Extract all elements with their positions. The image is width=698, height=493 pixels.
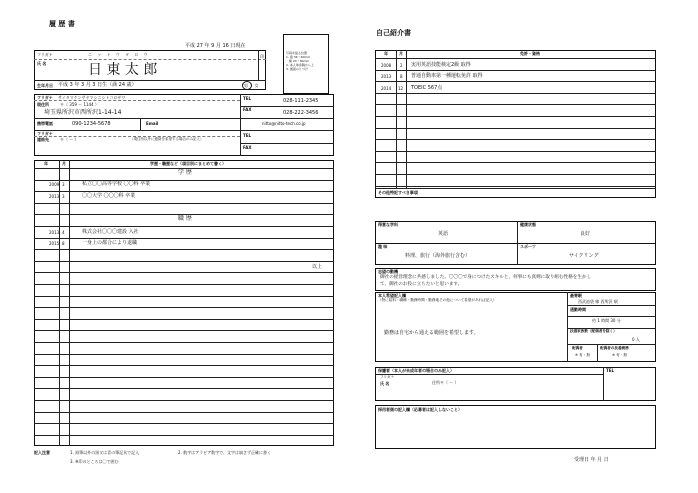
contact-furigana-label: フリガナ (37, 131, 53, 136)
history-row-line (34, 354, 334, 355)
other-label: その他特記すべき事項 (378, 190, 418, 195)
license-row-line (375, 58, 656, 59)
lic-month-1: 8 (400, 74, 403, 79)
motive-line-1: 御社の経営理念に共感しました。〇〇〇で身につけたスキルと、何事にも真剣に取り組む性格を生かし (380, 275, 592, 280)
history-row-line (34, 272, 334, 273)
license-month-header: 月 (399, 51, 403, 56)
seal-mark: 印 (260, 54, 264, 59)
license-row-line (375, 93, 656, 94)
license-row-line (375, 104, 656, 105)
contact-fax-label: FAX (243, 145, 252, 150)
name-value: 日 東 太 郎 (88, 62, 158, 78)
email-value: nitto@nitto-tech.co.jp (262, 121, 306, 126)
history-row-line (34, 180, 334, 181)
tel-label: TEL (243, 96, 252, 101)
commute-value: 約 1 時間 30 分 (592, 318, 621, 323)
ijou: 以上 (312, 264, 323, 270)
contact-postal: 〒（ ー ） (60, 137, 79, 142)
history-row-line (34, 388, 334, 389)
work-month-1: 8 (62, 241, 65, 246)
furigana-label: フリガナ (37, 52, 53, 57)
dependents-value: 0 人 (632, 337, 640, 342)
gender-circle (242, 81, 252, 90)
education-heading: 学 歴 (178, 169, 192, 176)
lic-year-1: 2013 (381, 74, 392, 79)
recruiter-label: 採用者側の記入欄（応募者は記入しないこと） (378, 407, 462, 412)
station-value: 西武池袋 線 西所沢 駅 (578, 299, 618, 304)
history-row-line (34, 342, 334, 343)
edu-year-0: 2009 (49, 182, 60, 187)
history-row-line (34, 203, 334, 204)
work-heading: 職 歴 (178, 215, 192, 222)
edu-text-1: 〇〇大学 〇〇〇科 卒業 (82, 193, 136, 199)
spouse-duty-label: 配偶者の扶養義務 (600, 346, 629, 350)
edu-text-0: 私立〇〇高等学校 〇〇科 卒業 (82, 181, 151, 187)
history-row-line (34, 284, 334, 285)
birth-label: 生年月日 (37, 83, 53, 88)
license-row-line (375, 186, 656, 187)
work-text-0: 株式会社〇〇〇建設 入社 (82, 229, 139, 235)
work-year-0: 2013 (49, 230, 60, 235)
history-row-line (34, 400, 334, 401)
hobby-label: 趣 味 (378, 244, 388, 249)
guardian-tel-label: TEL (606, 368, 615, 373)
contact-tel-label: TEL (243, 133, 252, 138)
history-row-line (34, 319, 334, 320)
work-month-0: 4 (62, 230, 65, 235)
resume-date: 平成 27 年 9 月 16 日現在 (185, 43, 246, 49)
lic-year-2: 2014 (381, 86, 392, 91)
hobby-value: 料理、旅行（海外旅行含む） (405, 253, 471, 259)
edu-month-1: 3 (62, 194, 65, 199)
health-value: 良好 (580, 231, 591, 237)
license-row-line (375, 162, 656, 163)
address-value: 埼玉県所沢市西所沢1-14-14 (44, 109, 122, 116)
contact-label: 連絡先 (37, 137, 49, 142)
gender: 男 ・ 女 (244, 83, 259, 88)
commute-label: 通勤時間 (570, 307, 586, 312)
lic-month-0: 2 (400, 63, 403, 68)
license-year-header: 年 (384, 51, 388, 56)
license-row-line (375, 116, 656, 117)
station-label: 最寄駅 (570, 293, 582, 298)
guardian-label: 保護者（本人が未成年者の場合のみ記入） (378, 368, 454, 373)
name-label: 氏 名 (37, 61, 47, 66)
history-row-line (34, 226, 334, 227)
history-row-line (34, 365, 334, 366)
health-label: 健康状態 (520, 222, 536, 227)
resume-title: 履 歴 書 (49, 20, 75, 28)
work-year-1: 2015 (49, 241, 60, 246)
history-year-header: 年 (44, 161, 48, 166)
edu-year-1: 2013 (49, 194, 60, 199)
license-row-line (375, 174, 656, 175)
wish-sub: （特に給料・職種・勤務時間・勤務地その他について希望があれば記入） (378, 298, 497, 302)
history-row-line (34, 191, 334, 192)
sports-label: スポーツ (520, 244, 536, 249)
lic-text-1: 普通自動車第一種運転免許 取得 (411, 73, 483, 79)
history-row-line (34, 330, 334, 331)
license-row-line (375, 151, 656, 152)
history-row-line (34, 307, 334, 308)
motive-line-2: て、御社のお役に立ちたいと思います。 (380, 282, 463, 287)
history-row-line (34, 423, 334, 424)
lic-text-0: 実用英語技能検定2級 取得 (411, 62, 471, 68)
furigana-value: ニ ッ ト ウ タ ロ ウ (88, 52, 150, 57)
note-3: 3. ※印のところは〇で囲む (70, 459, 119, 464)
history-row-line (34, 238, 334, 239)
note-2: 2. 数字はアラビア数字で、文字は崩さず正確に書く (178, 450, 272, 455)
license-row-line (375, 70, 656, 71)
mobile-value: 090-1234-5678 (72, 121, 111, 127)
photo-instructions: 写真を貼る位置 1. 縦 36〜40mm 横 24〜30mm 2. 本人単身胸から上 3. 裏面のりづけ (286, 51, 314, 71)
lic-year-0: 2008 (381, 63, 392, 68)
license-row-line (375, 128, 656, 129)
email-label: Email (146, 121, 159, 126)
motive-label: 志望の動機 (378, 269, 398, 274)
guardian-address: 住所〒（ ー ） (432, 380, 459, 385)
fax-value: 028-222-3456 (283, 110, 319, 116)
contact-note: （現住所以外に連絡を希望する場合のみ記入） (130, 137, 204, 141)
lic-month-2: 12 (398, 86, 404, 91)
history-row-line (34, 435, 334, 436)
spouse-value: ※ 有・無 (575, 353, 590, 357)
fax-label: FAX (243, 107, 252, 112)
address-furigana-value: サイタマケンサヤマシニシトコロザワ (58, 95, 126, 100)
history-month-header: 月 (62, 161, 66, 166)
intro-title: 自己紹介書 (376, 29, 411, 37)
license-row-line (375, 81, 656, 82)
history-row-line (34, 377, 334, 378)
mobile-label: 携帯電話 (37, 121, 53, 126)
wish-label: 本人希望記入欄 (378, 293, 406, 298)
edu-month-0: 3 (62, 182, 65, 187)
tel-value: 028-111-2345 (283, 98, 319, 104)
note-1: 1. 鉛筆以外の黒又は青の筆記具で記入 (70, 450, 140, 455)
history-row-line (34, 296, 334, 297)
address-furigana-label: フリガナ (37, 95, 53, 100)
guardian-furigana: フリガナ (380, 375, 395, 379)
received-date: 受理日 年 月 日 (574, 457, 609, 463)
subject-value: 英語 (438, 231, 449, 237)
sports-value: サイクリング (569, 253, 599, 259)
address-label: 現住所 (37, 102, 49, 107)
spouse-duty-value: ※ 有・無 (612, 353, 627, 357)
guardian-name-label: 氏 名 (380, 381, 390, 386)
license-header: 免許・資格 (520, 51, 540, 56)
dependents-label: 扶養家族数（配偶者を除く） (570, 329, 617, 333)
work-text-1: 一身上の都合により退職 (82, 240, 138, 246)
birth-value: 平成 3 年 3 月 3 日生（満 24 歳） (58, 82, 137, 88)
history-row-line (34, 412, 334, 413)
spouse-label: 配偶者 (572, 346, 583, 350)
history-row-line (34, 261, 334, 262)
history-row-line (34, 249, 334, 250)
history-header: 学歴・職歴など（項目別にまとめて書く） (150, 161, 226, 166)
subject-label: 得意な学科 (378, 222, 398, 227)
notes-label: 記入注意 (34, 450, 50, 455)
license-row-line (375, 139, 656, 140)
wish-value: 勤務は自宅から通える範囲を希望します。 (384, 330, 479, 336)
postal-code: 〒（ 359 ー 1144 ） (60, 102, 99, 107)
lic-text-2: TOEIC 567点 (411, 85, 443, 91)
